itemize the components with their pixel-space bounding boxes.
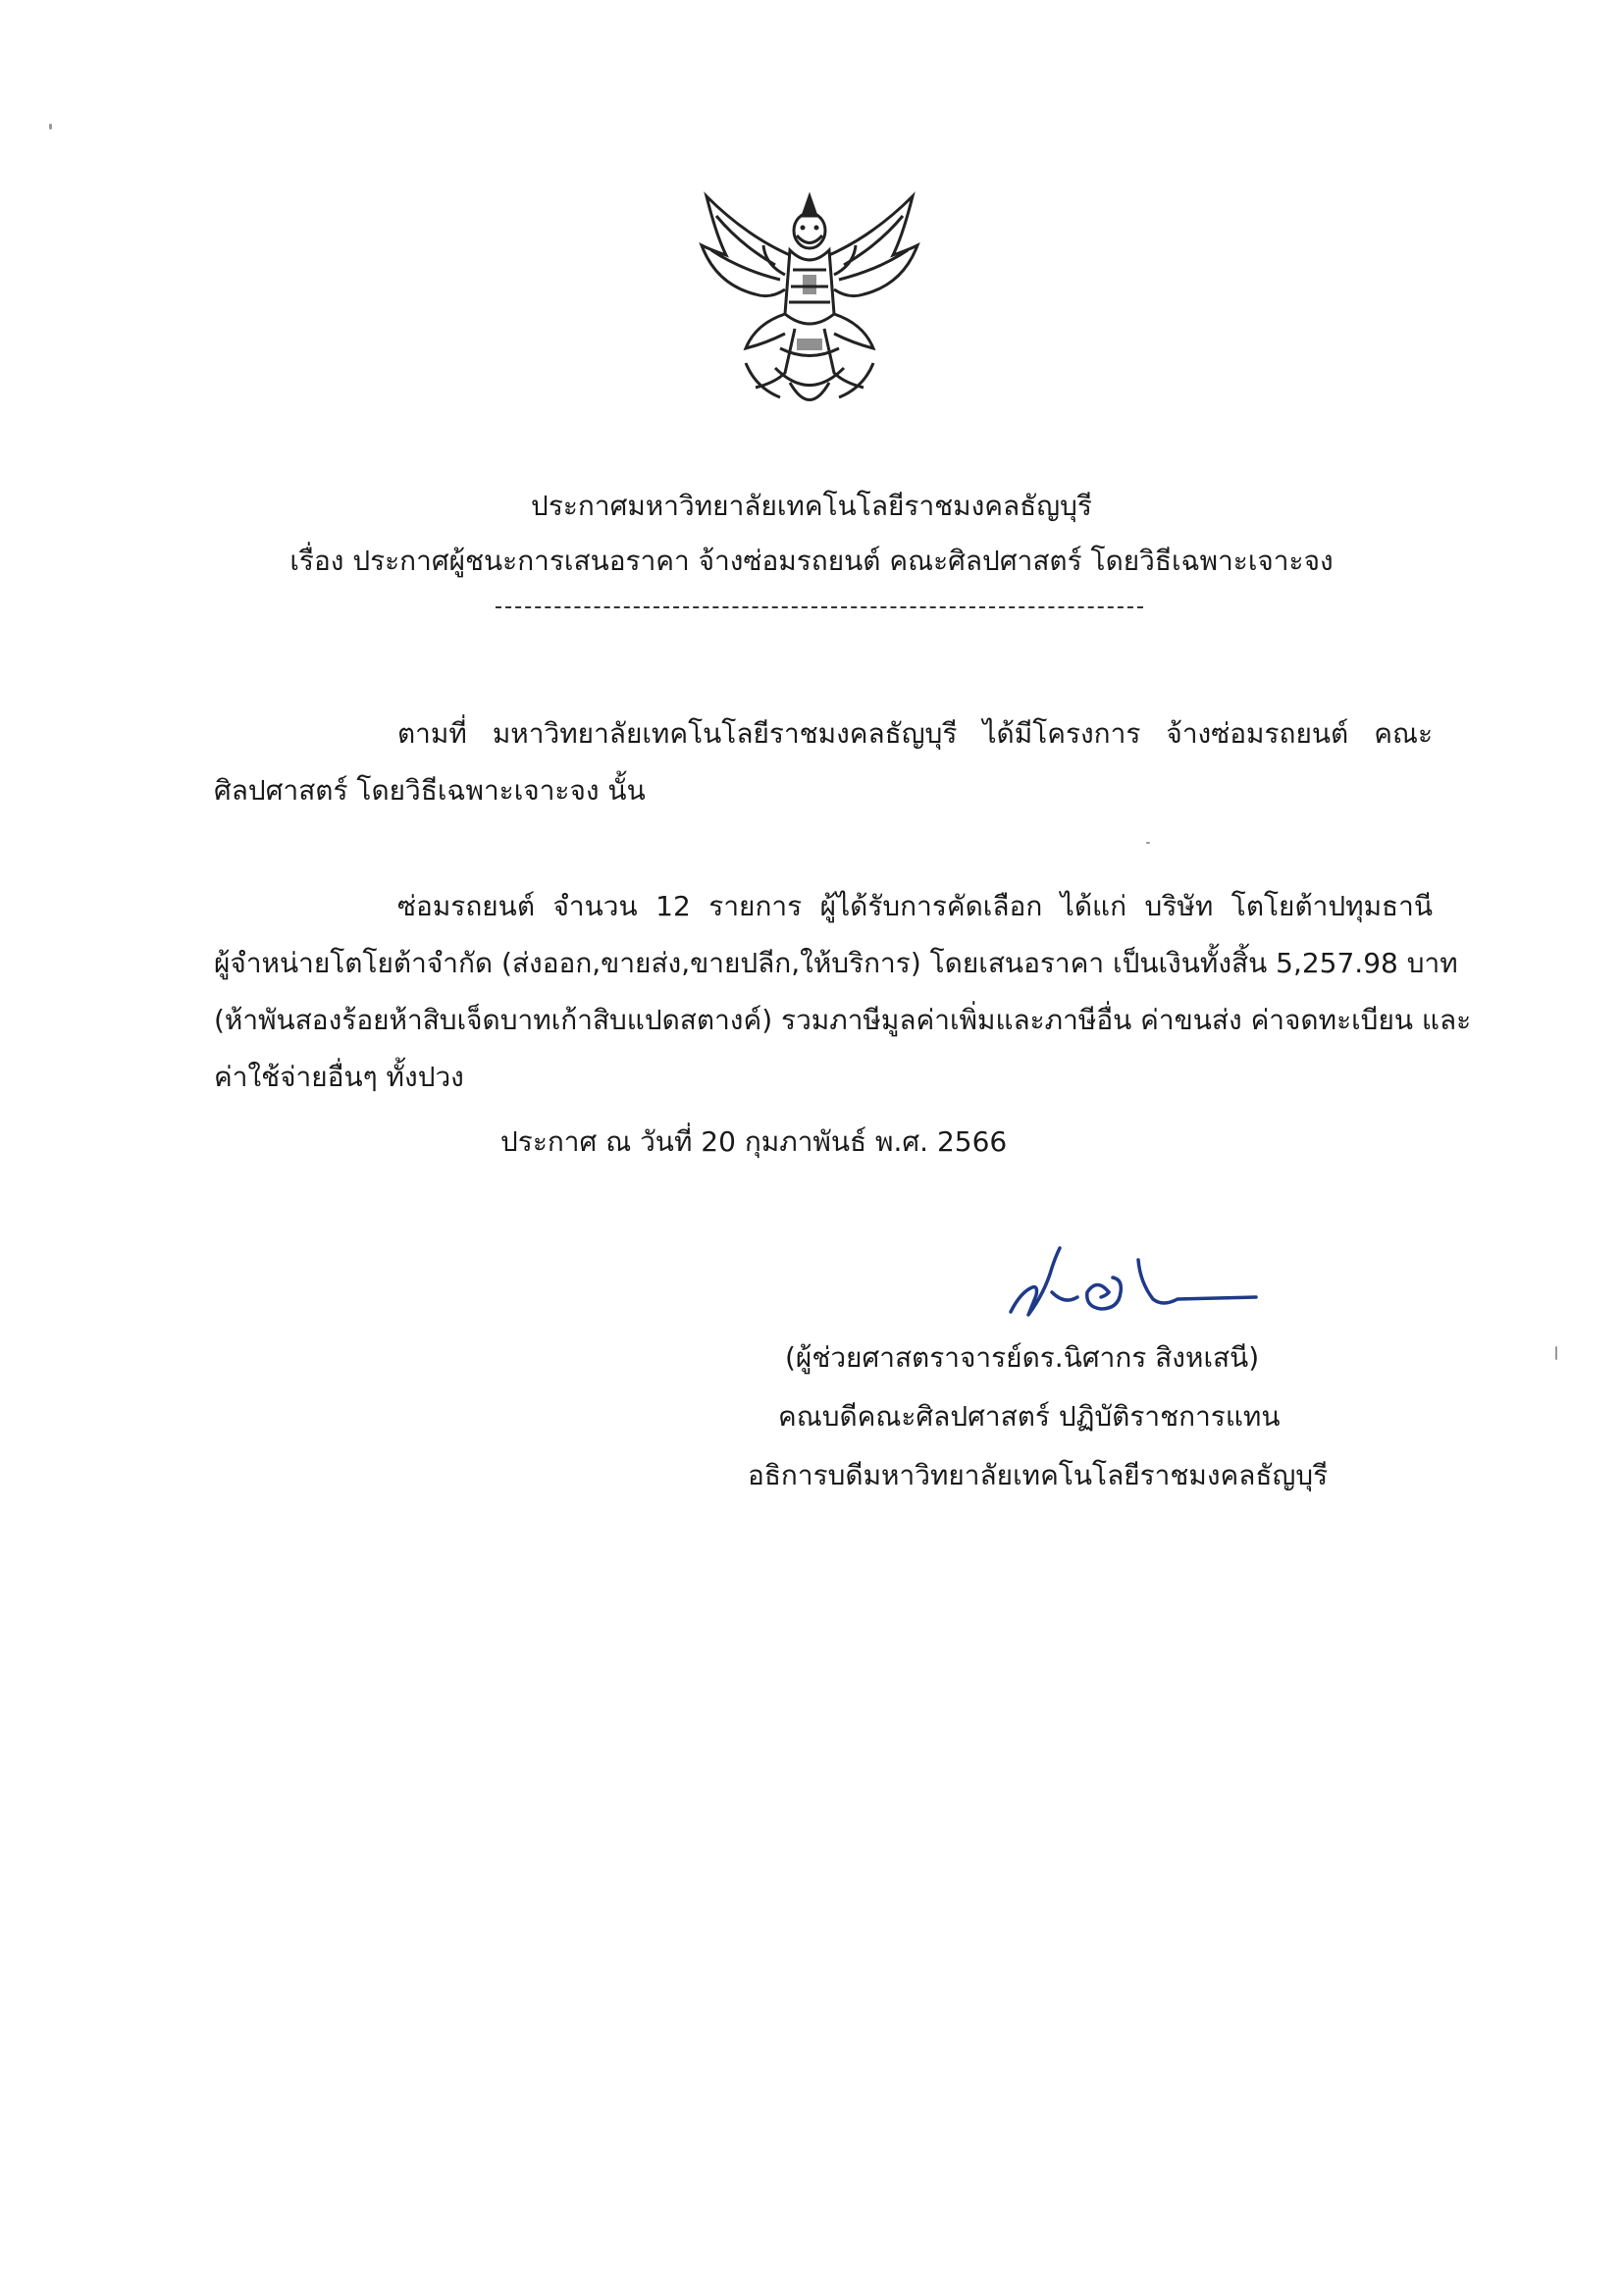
signatory-position-line-1: คณบดีคณะศิลปศาสตร์ ปฏิบัติราชการแทน [778,1400,1281,1433]
paragraph-2-line-3: (ห้าพันสองร้อยห้าสิบเจ็ดบาทเก้าสิบแปดสตางค์) รวมภาษีมูลค่าเพิ่มและภาษีอื่น ค่าขนส่ง ค่าจดทะเบียน และ [214,1004,1472,1036]
scan-speck [1146,842,1150,844]
paragraph-2-line-4: ค่าใช้จ่ายอื่นๆ ทั้งปวง [214,1061,464,1093]
signatory-name: (ผู้ช่วยศาสตราจารย์ดร.นิศากร สิงหเสนี) [785,1341,1260,1374]
announcement-title: ประกาศมหาวิทยาลัยเทคโนโลยีราชมงคลธัญบุรี [531,490,1092,522]
garuda-emblem-icon [687,177,932,422]
scan-speck [49,124,52,130]
scan-speck [1555,1346,1557,1360]
paragraph-2-line-1: ซ่อมรถยนต์ จำนวน 12 รายการ ผู้ได้รับการคัดเลือก ได้แก่ บริษัท โตโยต้าปทุมธานี [397,890,1433,922]
handwritten-signature-icon [991,1238,1266,1327]
paragraph-2-line-2: ผู้จำหน่ายโตโยต้าจำกัด (ส่งออก,ขายส่ง,ขายปลีก,ให้บริการ) โดยเสนอราคา เป็นเงินทั้งสิ้น 5,257.98 บาท [214,947,1458,979]
paragraph-1-line-2: ศิลปศาสตร์ โดยวิธีเฉพาะเจาะจง นั้น [214,774,646,807]
announcement-date: ประกาศ ณ วันที่ 20 กุมภาพันธ์ พ.ศ. 2566 [500,1125,1008,1158]
title-divider [496,606,1143,608]
paragraph-1-line-1: ตามที่ มหาวิทยาลัยเทคโนโลยีราชมงคลธัญบุรี ได้มีโครงการ จ้างซ่อมรถยนต์ คณะ [397,717,1433,750]
signatory-position-line-2: อธิการบดีมหาวิทยาลัยเทคโนโลยีราชมงคลธัญบุรี [748,1459,1329,1491]
announcement-subject: เรื่อง ประกาศผู้ชนะการเสนอราคา จ้างซ่อมรถยนต์ คณะศิลปศาสตร์ โดยวิธีเฉพาะเจาะจง [289,545,1334,577]
